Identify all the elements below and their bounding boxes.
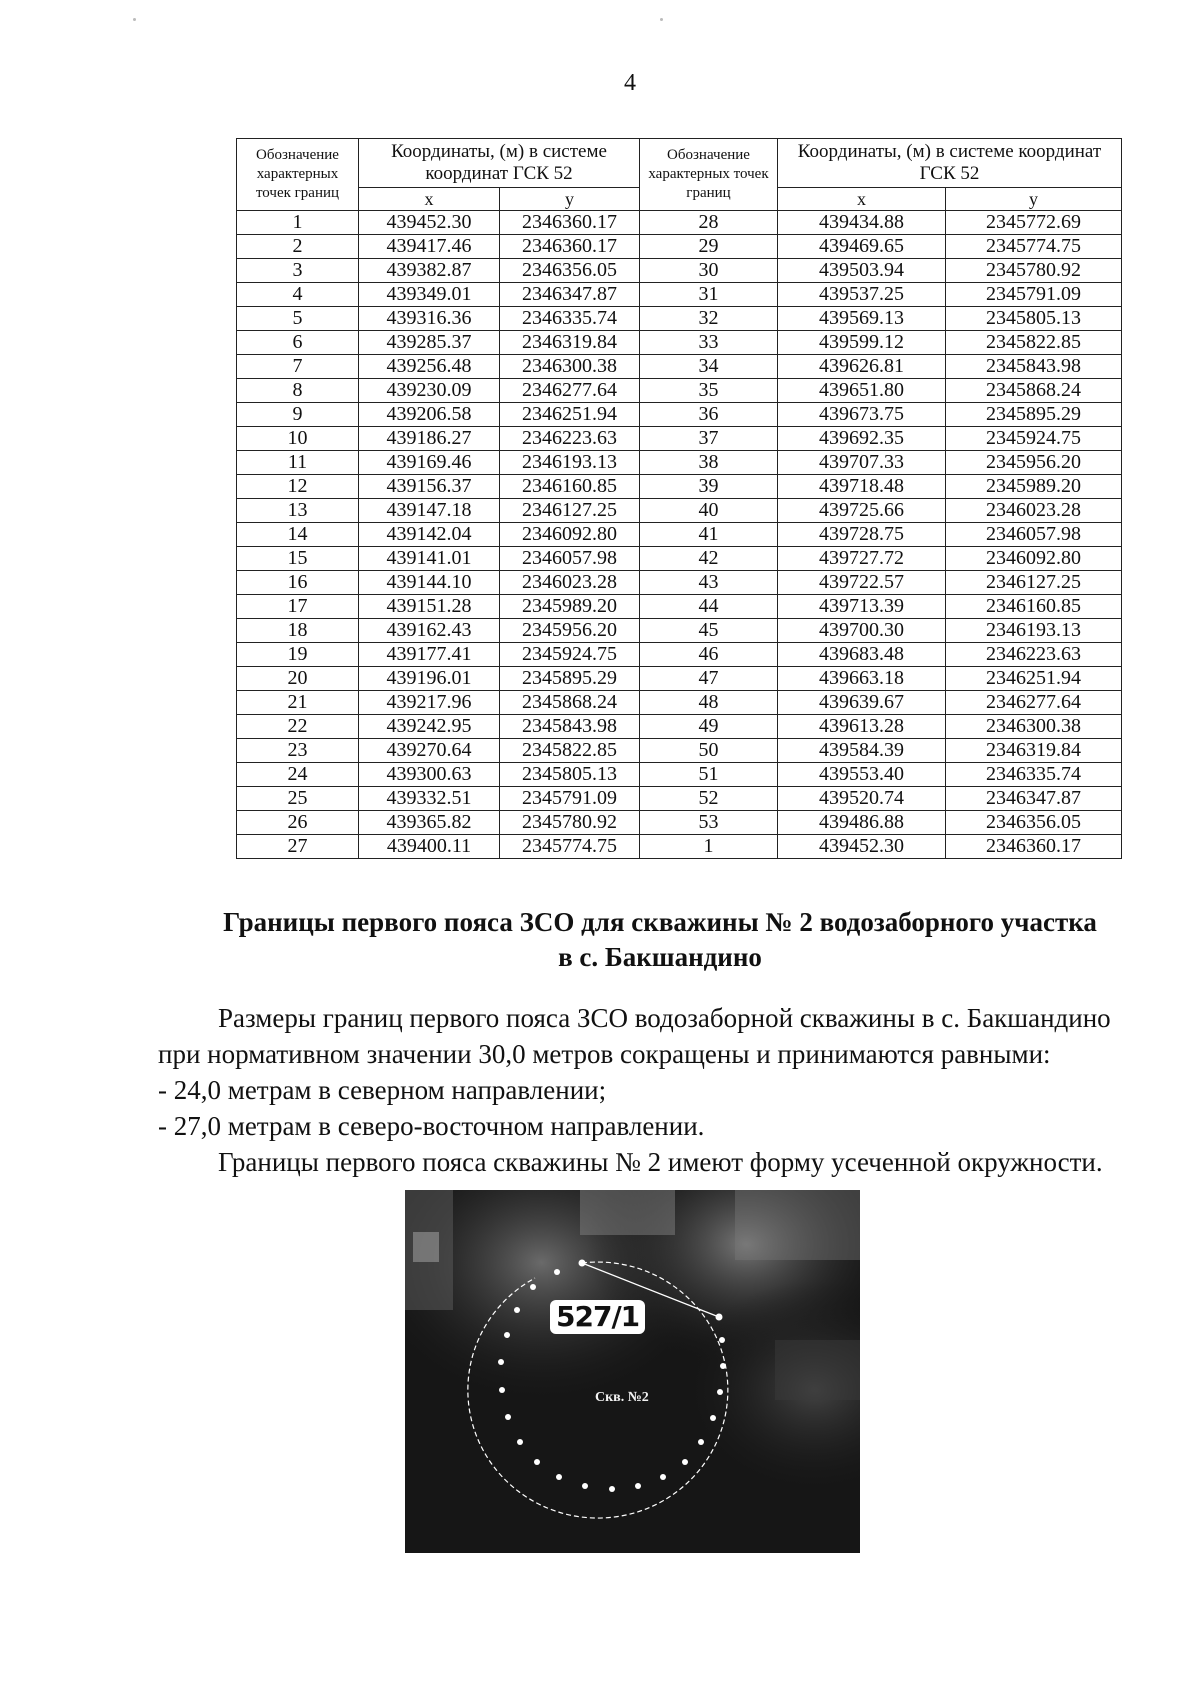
cell-x-right: 439718.48 [778,475,946,499]
cell-x-right: 439727.72 [778,547,946,571]
cell-point-right: 50 [640,739,778,763]
cell-point-right: 34 [640,355,778,379]
parcel-number-label: 527/1 [550,1300,645,1334]
body-text [158,1000,1118,1180]
cell-x-right: 439713.39 [778,595,946,619]
table-row [237,283,1122,307]
boundary-map-graphic [405,1190,860,1553]
cell-point-left: 5 [237,307,359,331]
table-row [237,667,1122,691]
cell-y-left: 2345868.24 [500,691,640,715]
cell-point-left: 23 [237,739,359,763]
cell-point-left: 13 [237,499,359,523]
cell-x-left: 439242.95 [359,715,500,739]
table-row [237,355,1122,379]
cell-point-left: 14 [237,523,359,547]
cell-x-left: 439141.01 [359,547,500,571]
cell-x-left: 439169.46 [359,451,500,475]
cell-y-right: 2346277.64 [946,691,1122,715]
cell-point-left: 4 [237,283,359,307]
cell-point-right: 42 [640,547,778,571]
cell-x-left: 439196.01 [359,667,500,691]
well-label: Скв. №2 [595,1390,649,1405]
cell-point-left: 2 [237,235,359,259]
cell-y-left: 2346319.84 [500,331,640,355]
cell-point-left: 20 [237,667,359,691]
header-x-right: x [778,188,946,211]
cell-x-right: 439503.94 [778,259,946,283]
cell-y-right: 2345868.24 [946,379,1122,403]
cell-point-right: 28 [640,211,778,235]
cell-point-left: 6 [237,331,359,355]
cell-point-right: 43 [640,571,778,595]
cell-x-right: 439626.81 [778,355,946,379]
table-row [237,235,1122,259]
cell-y-right: 2345772.69 [946,211,1122,235]
cell-point-left: 11 [237,451,359,475]
cell-y-right: 2345843.98 [946,355,1122,379]
cell-point-right: 33 [640,331,778,355]
cell-y-right: 2346319.84 [946,739,1122,763]
cell-point-left: 10 [237,427,359,451]
cell-x-left: 439230.09 [359,379,500,403]
table-row [237,643,1122,667]
cell-point-right: 30 [640,259,778,283]
cell-x-right: 439537.25 [778,283,946,307]
cell-point-left: 25 [237,787,359,811]
cell-x-right: 439452.30 [778,835,946,859]
cell-y-right: 2345780.92 [946,259,1122,283]
cell-y-right: 2345805.13 [946,307,1122,331]
cell-point-right: 40 [640,499,778,523]
table-row [237,259,1122,283]
cell-y-left: 2345780.92 [500,811,640,835]
cell-y-left: 2346277.64 [500,379,640,403]
table-row [237,475,1122,499]
cell-y-right: 2345822.85 [946,331,1122,355]
cell-y-left: 2346223.63 [500,427,640,451]
cell-point-left: 8 [237,379,359,403]
coordinates-table-body [237,211,1122,859]
cell-point-left: 1 [237,211,359,235]
list-item-north: - 24,0 метрам в северном направлении; [158,1075,607,1105]
cell-x-left: 439452.30 [359,211,500,235]
header-coords-group-right: Координаты, (м) в системе координат ГСК 52 [778,139,1122,188]
cell-x-right: 439486.88 [778,811,946,835]
cell-point-right: 35 [640,379,778,403]
cell-point-left: 26 [237,811,359,835]
section-heading-line2: в с. Бакшандино [558,942,762,972]
table-row [237,331,1122,355]
cell-y-right: 2346092.80 [946,547,1122,571]
table-row [237,427,1122,451]
cell-y-right: 2346223.63 [946,643,1122,667]
table-row [237,499,1122,523]
cell-point-left: 22 [237,715,359,739]
cell-x-right: 439663.18 [778,667,946,691]
cell-x-left: 439162.43 [359,619,500,643]
page-number: 4 [624,70,636,96]
cell-y-left: 2345843.98 [500,715,640,739]
cell-y-left: 2345989.20 [500,595,640,619]
cell-x-right: 439722.57 [778,571,946,595]
header-y-left: y [500,188,640,211]
table-row [237,595,1122,619]
cell-y-left: 2345822.85 [500,739,640,763]
header-coords-group-left: Координаты, (м) в системе координат ГСК 52 [359,139,640,188]
cell-y-left: 2345895.29 [500,667,640,691]
cell-point-left: 18 [237,619,359,643]
coordinates-table [236,138,1122,859]
cell-point-right: 39 [640,475,778,499]
table-row [237,211,1122,235]
cell-x-left: 439285.37 [359,331,500,355]
cell-point-right: 49 [640,715,778,739]
cell-y-left: 2345774.75 [500,835,640,859]
cell-point-right: 52 [640,787,778,811]
cell-point-right: 51 [640,763,778,787]
table-row [237,739,1122,763]
scan-speck [660,18,663,21]
cell-point-right: 41 [640,523,778,547]
paragraph-shape: Границы первого пояса скважины № 2 имеют форму усеченной окружности. [218,1147,1103,1177]
cell-y-left: 2346360.17 [500,235,640,259]
cell-x-right: 439673.75 [778,403,946,427]
table-row [237,403,1122,427]
cell-point-right: 31 [640,283,778,307]
cell-x-right: 439683.48 [778,643,946,667]
cell-x-left: 439186.27 [359,427,500,451]
cell-x-left: 439217.96 [359,691,500,715]
table-row [237,835,1122,859]
table-row [237,715,1122,739]
cell-y-right: 2346360.17 [946,835,1122,859]
cell-point-right: 32 [640,307,778,331]
cell-y-right: 2346300.38 [946,715,1122,739]
cell-x-left: 439144.10 [359,571,500,595]
table-row [237,523,1122,547]
cell-y-left: 2346335.74 [500,307,640,331]
table-row [237,787,1122,811]
cell-y-left: 2346057.98 [500,547,640,571]
cell-point-left: 15 [237,547,359,571]
cell-x-right: 439700.30 [778,619,946,643]
cell-x-right: 439553.40 [778,763,946,787]
cell-x-right: 439599.12 [778,331,946,355]
cell-x-left: 439177.41 [359,643,500,667]
cell-x-right: 439569.13 [778,307,946,331]
header-x-left: x [359,188,500,211]
cell-x-left: 439300.63 [359,763,500,787]
cell-y-left: 2346127.25 [500,499,640,523]
paragraph-dimensions: Размеры границ первого пояса ЗСО водозаборной скважины в с. Бакшандино при нормативном значении 30,0 метров сокращены и принимаются равными: [158,1003,1111,1069]
cell-point-right: 38 [640,451,778,475]
cell-x-right: 439434.88 [778,211,946,235]
cell-x-left: 439142.04 [359,523,500,547]
cell-x-right: 439613.28 [778,715,946,739]
cell-x-right: 439639.67 [778,691,946,715]
cell-y-left: 2345791.09 [500,787,640,811]
cell-y-left: 2345805.13 [500,763,640,787]
cell-y-right: 2345924.75 [946,427,1122,451]
cell-point-left: 16 [237,571,359,595]
cell-y-right: 2346193.13 [946,619,1122,643]
cell-point-left: 17 [237,595,359,619]
cell-point-right: 29 [640,235,778,259]
header-y-right: y [946,188,1122,211]
cell-x-left: 439382.87 [359,259,500,283]
cell-x-right: 439651.80 [778,379,946,403]
cell-y-left: 2346300.38 [500,355,640,379]
cell-point-right: 1 [640,835,778,859]
cell-x-left: 439417.46 [359,235,500,259]
cell-x-right: 439469.65 [778,235,946,259]
cell-y-right: 2346023.28 [946,499,1122,523]
cell-point-right: 45 [640,619,778,643]
cell-y-right: 2346251.94 [946,667,1122,691]
cell-x-left: 439349.01 [359,283,500,307]
section-heading-line1: Границы первого пояса ЗСО для скважины № 2 водозаборного участка [223,907,1097,937]
cell-y-right: 2346160.85 [946,595,1122,619]
section-heading [160,905,1160,975]
list-item-northeast: - 27,0 метрам в северо-восточном направлении. [158,1111,705,1141]
cell-point-right: 48 [640,691,778,715]
cell-x-left: 439400.11 [359,835,500,859]
cell-y-left: 2346347.87 [500,283,640,307]
cell-x-left: 439156.37 [359,475,500,499]
cell-point-left: 7 [237,355,359,379]
table-row [237,811,1122,835]
table-row [237,451,1122,475]
cell-x-right: 439520.74 [778,787,946,811]
cell-y-left: 2346092.80 [500,523,640,547]
cell-y-left: 2346356.05 [500,259,640,283]
cell-point-left: 24 [237,763,359,787]
cell-x-left: 439316.36 [359,307,500,331]
boundary-map-figure [405,1190,860,1553]
cell-y-right: 2345791.09 [946,283,1122,307]
cell-point-right: 36 [640,403,778,427]
table-row [237,763,1122,787]
cell-y-right: 2346057.98 [946,523,1122,547]
cell-y-left: 2346023.28 [500,571,640,595]
cell-y-right: 2345774.75 [946,235,1122,259]
cell-y-left: 2345924.75 [500,643,640,667]
cell-point-left: 21 [237,691,359,715]
cell-point-left: 9 [237,403,359,427]
cell-x-left: 439151.28 [359,595,500,619]
table-row [237,619,1122,643]
cell-x-right: 439692.35 [778,427,946,451]
cell-x-right: 439725.66 [778,499,946,523]
cell-x-left: 439332.51 [359,787,500,811]
cell-y-right: 2346347.87 [946,787,1122,811]
cell-y-right: 2345989.20 [946,475,1122,499]
header-point-label-left: Обозначение характерных точек границ [237,139,359,211]
cell-y-right: 2346127.25 [946,571,1122,595]
cell-point-right: 53 [640,811,778,835]
cell-y-right: 2345895.29 [946,403,1122,427]
cell-x-right: 439728.75 [778,523,946,547]
cell-x-left: 439147.18 [359,499,500,523]
header-point-label-right: Обозначение характерных точек границ [640,139,778,211]
cell-x-left: 439365.82 [359,811,500,835]
table-row [237,307,1122,331]
table-row [237,691,1122,715]
cell-y-left: 2346160.85 [500,475,640,499]
cell-point-left: 3 [237,259,359,283]
cell-point-right: 47 [640,667,778,691]
cell-point-right: 44 [640,595,778,619]
cell-x-left: 439270.64 [359,739,500,763]
cell-point-right: 37 [640,427,778,451]
cell-x-right: 439707.33 [778,451,946,475]
cell-y-right: 2346335.74 [946,763,1122,787]
cell-x-left: 439256.48 [359,355,500,379]
cell-point-left: 19 [237,643,359,667]
scan-speck [133,18,136,21]
cell-y-left: 2345956.20 [500,619,640,643]
cell-y-right: 2346356.05 [946,811,1122,835]
table-row [237,379,1122,403]
cell-y-left: 2346360.17 [500,211,640,235]
cell-point-left: 27 [237,835,359,859]
cell-point-right: 46 [640,643,778,667]
cell-y-right: 2345956.20 [946,451,1122,475]
cell-y-left: 2346193.13 [500,451,640,475]
cell-point-left: 12 [237,475,359,499]
cell-x-left: 439206.58 [359,403,500,427]
cell-y-left: 2346251.94 [500,403,640,427]
table-row [237,547,1122,571]
table-row [237,571,1122,595]
cell-x-right: 439584.39 [778,739,946,763]
